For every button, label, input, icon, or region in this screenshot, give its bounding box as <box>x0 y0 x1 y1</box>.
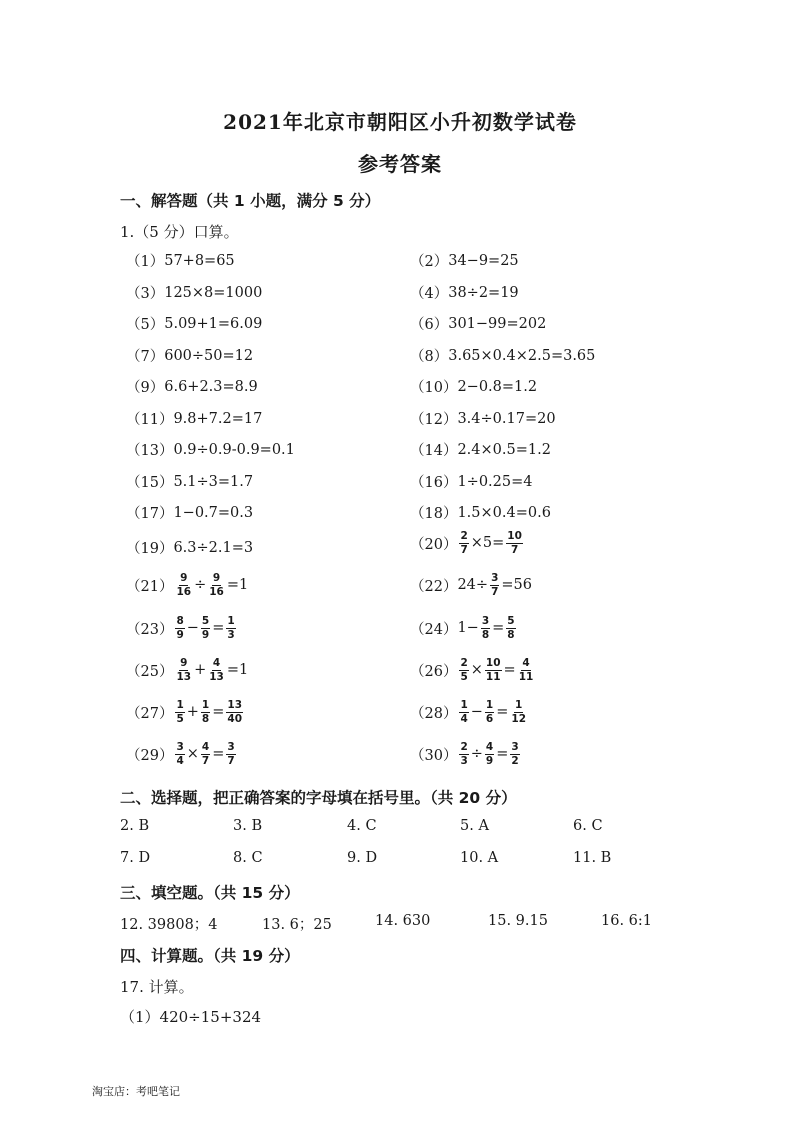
denominator: 7 <box>510 543 519 556</box>
fill-in-answer: 15. 9.15 <box>488 913 548 929</box>
denominator: 16 <box>176 585 192 598</box>
numerator: 10 <box>507 530 522 542</box>
operator-text: = <box>503 662 516 678</box>
item-expression: 1÷0.25=4 <box>457 473 533 490</box>
fraction <box>485 700 494 724</box>
numerator: 9 <box>212 572 221 584</box>
denominator: 8 <box>507 628 515 641</box>
fraction <box>485 742 494 766</box>
choice-answer: 2. B <box>120 818 150 834</box>
operator-text: = <box>212 746 225 762</box>
fraction <box>510 700 527 724</box>
operator-text: 1− <box>457 620 479 636</box>
item-label: （3） <box>126 286 165 302</box>
oral-calc-item <box>410 345 595 366</box>
item-label: （12） <box>410 412 458 428</box>
item-expression: 125×8=1000 <box>164 284 263 301</box>
oral-calc-fraction-item <box>126 742 238 766</box>
oral-calc-item <box>126 502 253 523</box>
item-label: （15） <box>126 475 174 491</box>
page-title: 2021年北京市朝阳区小升初数学试卷 <box>223 110 577 134</box>
numerator: 3 <box>511 741 519 753</box>
item-label: （21） <box>126 578 174 595</box>
oral-calc-fraction-item <box>410 700 529 724</box>
operator-text: × <box>470 662 483 678</box>
fraction <box>459 742 468 766</box>
denominator: 7 <box>227 754 235 767</box>
item-expression: 1−0.7=0.3 <box>173 504 254 521</box>
item-label: （5） <box>126 317 165 333</box>
numerator: 1 <box>201 699 210 711</box>
numerator: 5 <box>507 615 515 627</box>
numerator: 1 <box>515 699 523 711</box>
oral-calc-item <box>410 313 546 334</box>
numerator: 4 <box>212 657 221 669</box>
oral-calc-item <box>126 313 262 334</box>
operator-text: = <box>212 704 225 720</box>
item-expression: 38÷2=19 <box>448 284 519 301</box>
numerator: 4 <box>522 657 530 669</box>
item-expression: 2−0.8=1.2 <box>457 378 538 395</box>
section3-heading: 三、填空题。（共 15 分） <box>120 884 300 902</box>
numerator: 8 <box>176 615 184 627</box>
item-label: （27） <box>126 705 174 722</box>
oral-calc-fraction-item <box>126 573 248 597</box>
fraction <box>459 658 468 682</box>
page-subtitle: 参考答案 <box>358 152 442 176</box>
oral-calc-item <box>410 502 551 523</box>
numerator: 1 <box>227 615 235 627</box>
operator-text: ×5= <box>470 535 505 551</box>
operator-text: + <box>194 662 207 678</box>
choice-answer: 5. A <box>460 818 489 834</box>
oral-calc-item <box>410 471 533 492</box>
item-expression: 3.65×0.4×2.5=3.65 <box>448 347 596 364</box>
fraction <box>459 700 468 724</box>
section2-heading: 二、选择题，把正确答案的字母填在括号里。（共 20 分） <box>120 789 517 807</box>
fraction <box>175 658 192 682</box>
operator-text: − <box>470 704 483 720</box>
item-label: （23） <box>126 621 174 638</box>
fraction <box>208 573 225 597</box>
numerator: 3 <box>176 741 184 753</box>
item-expression: 6.3÷2.1=3 <box>173 539 254 556</box>
operator-text: ÷ <box>194 577 207 593</box>
numerator: 4 <box>201 741 210 753</box>
oral-calc-item <box>126 439 295 460</box>
fraction <box>506 531 523 555</box>
fraction <box>175 700 184 724</box>
oral-calc-fraction-item <box>126 658 248 682</box>
fraction <box>208 658 225 682</box>
item-label: （19） <box>126 541 174 557</box>
oral-calc-fraction-item <box>410 573 532 597</box>
operator-text: × <box>186 746 199 762</box>
denominator: 13 <box>176 670 192 683</box>
item-expression: 0.9÷0.9-0.9=0.1 <box>173 441 295 458</box>
oral-calc-fraction-item <box>126 616 238 640</box>
operator-text: = <box>496 746 509 762</box>
oral-calc-item <box>410 250 519 271</box>
fill-in-answer: 16. 6:1 <box>601 913 653 929</box>
fraction <box>485 658 502 682</box>
item-label: （9） <box>126 380 165 396</box>
fraction <box>459 531 468 555</box>
section1-heading: 一、解答题（共 1 小题，满分 5 分） <box>120 192 381 210</box>
oral-calc-item <box>126 376 258 397</box>
denominator: 4 <box>176 754 184 767</box>
numerator: 4 <box>485 741 494 753</box>
numerator: 1 <box>460 699 468 711</box>
operator-text: =1 <box>226 662 249 678</box>
numerator: 5 <box>201 615 210 627</box>
denominator: 7 <box>491 585 499 598</box>
item-label: （18） <box>410 506 458 522</box>
question-1: 1.（5 分）口算。 <box>120 223 239 241</box>
item-expression: 2.4×0.5=1.2 <box>457 441 551 458</box>
item-label: （17） <box>126 506 174 522</box>
numerator: 9 <box>180 657 188 669</box>
oral-calc-item <box>410 282 519 303</box>
fraction <box>201 616 210 640</box>
operator-text: 24÷ <box>457 577 489 593</box>
oral-calc-item <box>126 250 235 271</box>
denominator: 2 <box>511 754 519 767</box>
fraction <box>506 616 515 640</box>
item-label: （4） <box>410 286 449 302</box>
oral-calc-fraction-item <box>410 616 518 640</box>
numerator: 3 <box>481 615 490 627</box>
fraction <box>226 616 235 640</box>
oral-calc-fraction-item <box>410 658 536 682</box>
item-label: （22） <box>410 578 458 595</box>
denominator: 3 <box>460 754 468 767</box>
oral-calc-item <box>126 345 253 366</box>
numerator: 13 <box>227 699 243 711</box>
item-label: （7） <box>126 349 165 365</box>
item-label: （16） <box>410 475 458 491</box>
choice-answer: 4. C <box>347 818 377 834</box>
fill-in-answer: 12. 39808；4 <box>120 917 218 933</box>
operator-text: =1 <box>226 577 249 593</box>
oral-calc-item <box>126 282 262 303</box>
operator-text: = <box>212 620 225 636</box>
choice-answer: 3. B <box>233 818 263 834</box>
numerator: 2 <box>460 741 468 753</box>
numerator: 3 <box>491 572 499 584</box>
operator-text: − <box>186 620 199 636</box>
denominator: 3 <box>227 628 235 641</box>
fraction <box>175 616 184 640</box>
oral-calc-item <box>410 376 537 397</box>
denominator: 7 <box>460 543 468 556</box>
item-label: （2） <box>410 254 449 270</box>
item-label: （29） <box>126 747 174 764</box>
footer-shop-note: 淘宝店：考吧笔记 <box>92 1085 180 1098</box>
oral-calc-fraction-item <box>410 742 522 766</box>
item-expression: 1.5×0.4=0.6 <box>457 504 551 521</box>
oral-calc-fraction-item <box>410 531 525 555</box>
operator-text: + <box>186 704 199 720</box>
item-expression: 6.6+2.3=8.9 <box>164 378 258 395</box>
fraction <box>226 742 235 766</box>
choice-answer: 11. B <box>573 850 612 866</box>
numerator: 1 <box>485 699 494 711</box>
denominator: 11 <box>485 670 501 683</box>
item-expression: 600÷50=12 <box>164 347 254 364</box>
fraction <box>201 742 210 766</box>
oral-calc-item <box>410 408 556 429</box>
numerator: 3 <box>227 741 235 753</box>
numerator: 1 <box>176 699 184 711</box>
item-label: （28） <box>410 705 458 722</box>
denominator: 6 <box>485 712 494 725</box>
choice-answer: 6. C <box>573 818 603 834</box>
denominator: 9 <box>201 628 210 641</box>
item-expression: 5.09+1=6.09 <box>164 315 263 332</box>
question-17-part-1: （1）420÷15+324 <box>120 1008 262 1026</box>
denominator: 40 <box>227 712 243 725</box>
operator-text: = <box>492 620 505 636</box>
item-label: （8） <box>410 349 449 365</box>
numerator: 9 <box>180 572 188 584</box>
item-label: （11） <box>126 412 174 428</box>
fraction <box>175 742 184 766</box>
item-label: （1） <box>126 254 165 270</box>
item-label: （25） <box>126 663 174 680</box>
choice-answer: 9. D <box>347 850 378 866</box>
denominator: 9 <box>485 754 494 767</box>
denominator: 8 <box>481 628 490 641</box>
denominator: 5 <box>176 712 184 725</box>
operator-text: =56 <box>501 577 532 593</box>
denominator: 5 <box>460 670 468 683</box>
item-label: （6） <box>410 317 449 333</box>
fraction <box>481 616 490 640</box>
oral-calc-item <box>126 408 262 429</box>
section4-heading: 四、计算题。（共 19 分） <box>120 947 300 965</box>
oral-calc-item <box>126 537 253 558</box>
denominator: 12 <box>511 712 527 725</box>
operator-text: ÷ <box>470 746 483 762</box>
fraction <box>490 573 499 597</box>
item-label: （14） <box>410 443 458 459</box>
denominator: 7 <box>201 754 210 767</box>
item-label: （20） <box>410 536 458 553</box>
fraction <box>518 658 535 682</box>
denominator: 9 <box>176 628 184 641</box>
item-label: （30） <box>410 747 458 764</box>
item-expression: 3.4÷0.17=20 <box>457 410 556 427</box>
denominator: 11 <box>518 670 534 683</box>
item-expression: 9.8+7.2=17 <box>173 410 263 427</box>
denominator: 13 <box>209 670 224 683</box>
operator-text: = <box>496 704 509 720</box>
item-expression: 57+8=65 <box>164 252 235 269</box>
numerator: 2 <box>460 530 468 542</box>
item-expression: 34−9=25 <box>448 252 519 269</box>
choice-answer: 10. A <box>460 850 499 866</box>
oral-calc-fraction-item <box>126 700 245 724</box>
item-label: （10） <box>410 380 458 396</box>
item-expression: 301−99=202 <box>448 315 547 332</box>
numerator: 2 <box>460 657 468 669</box>
item-label: （24） <box>410 621 458 638</box>
item-expression: 5.1÷3=1.7 <box>173 473 254 490</box>
fraction <box>201 700 210 724</box>
fraction <box>510 742 519 766</box>
fraction <box>226 700 243 724</box>
oral-calc-item <box>126 471 253 492</box>
fill-in-answer: 14. 630 <box>375 913 431 929</box>
oral-calc-item <box>410 439 551 460</box>
item-label: （26） <box>410 663 458 680</box>
fill-in-answer: 13. 6；25 <box>262 917 332 933</box>
denominator: 8 <box>201 712 210 725</box>
question-17: 17. 计算。 <box>120 978 194 996</box>
fraction <box>175 573 192 597</box>
denominator: 4 <box>460 712 468 725</box>
item-label: （13） <box>126 443 174 459</box>
choice-answer: 7. D <box>120 850 151 866</box>
choice-answer: 8. C <box>233 850 263 866</box>
denominator: 16 <box>209 585 224 598</box>
numerator: 10 <box>485 657 501 669</box>
